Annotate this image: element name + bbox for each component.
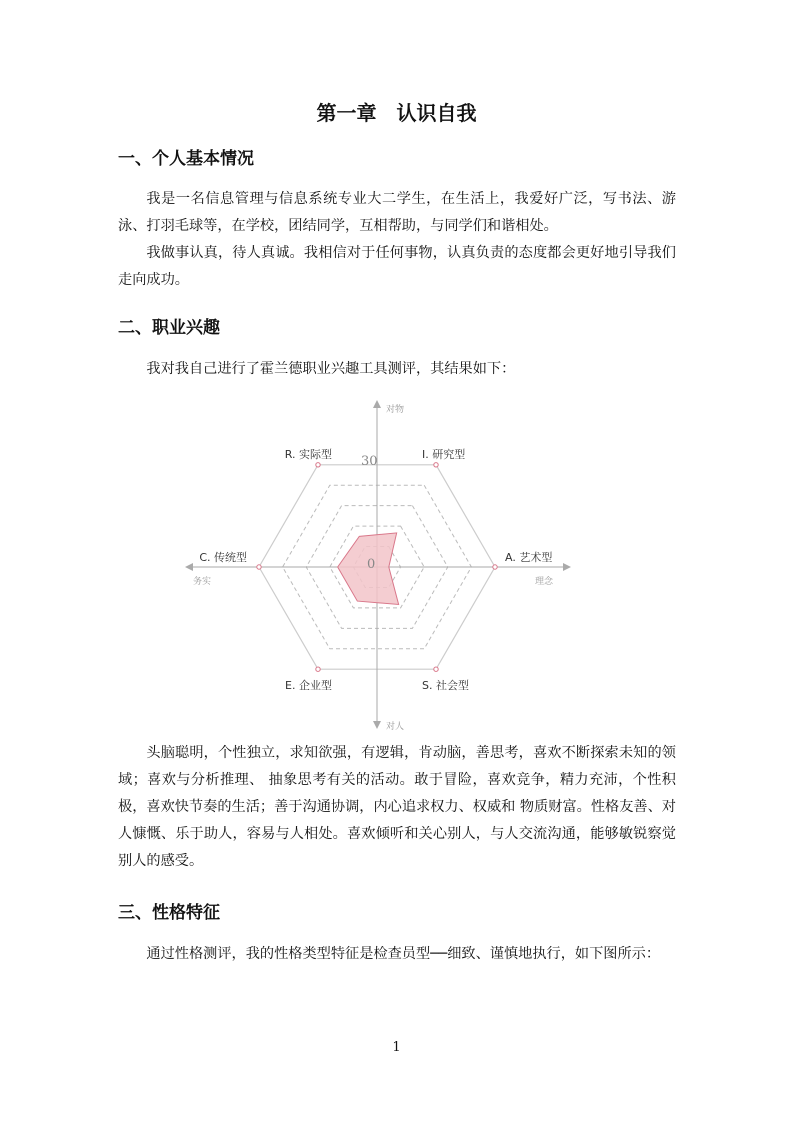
radar-vertex-dot xyxy=(434,463,438,467)
axis-label-investigative: I. 研究型 xyxy=(422,447,466,461)
chapter-title: 第一章 认识自我 xyxy=(316,101,477,125)
radar-vertex-dot xyxy=(493,565,497,569)
holland-radar-chart xyxy=(185,398,575,738)
radar-vertex-dot xyxy=(257,565,261,569)
paragraph-personal-1: 我是一名信息管理与信息系统专业大二学生，在生活上，我爱好广泛，写书法、游泳、打羽毛球等，在学校，团结同学，互相帮助，与同学们和谐相处。 xyxy=(118,191,676,234)
radar-min-label: 0 xyxy=(367,557,376,572)
paragraph-personality: 通过性格测评，我的性格类型特征是检查员型──细致、谨慎地执行，如下图所示： xyxy=(146,946,661,962)
section-heading-personal: 一、个人基本情况 xyxy=(118,149,254,169)
axis-label-realistic: R. 实际型 xyxy=(284,447,332,461)
direction-label-top: 对物 xyxy=(386,405,405,415)
paragraph-personal-2: 我做事认真，待人真诚。我相信对于任何事物，认真负责的态度都会更好地引导我们走向成功。 xyxy=(118,245,676,288)
axis-label-enterprising: E. 企业型 xyxy=(285,679,332,693)
axis-label-conventional: C. 传统型 xyxy=(199,551,247,564)
direction-label-left: 务实 xyxy=(193,577,212,587)
section-heading-personality: 三、性格特征 xyxy=(118,903,220,923)
paragraph-interest-intro: 我对我自己进行了霍兰德职业兴趣工具测评，其结果如下： xyxy=(146,361,516,377)
radar-max-label: 30 xyxy=(361,454,378,469)
direction-label-right: 理念 xyxy=(535,577,554,587)
axis-label-social: S. 社会型 xyxy=(422,679,469,693)
section-heading-interest: 二、职业兴趣 xyxy=(118,318,220,338)
page-number: 1 xyxy=(392,1040,401,1055)
radar-vertex-dot xyxy=(316,667,320,671)
radar-vertex-dot xyxy=(434,667,438,671)
axis-label-artistic: A. 艺术型 xyxy=(505,551,553,564)
paragraph-interest-result: 头脑聪明，个性独立，求知欲强，有逻辑，肯动脑，善思考，喜欢不断探索未知的领域；喜欢与分析推理、 抽象思考有关的活动。敢于冒险，喜欢竞争，精力充沛，个性积极，喜欢快节奏的生活；善于沟通协调，内心追求权力、权威和 物质财富。性格友善、对人慷慨、乐于助人，容易与人相处。喜欢倾听和关心别人，与人交流沟通，能够敏锐察觉别人的感受。 xyxy=(118,745,676,869)
direction-label-bottom: 对人 xyxy=(386,722,405,732)
radar-vertex-dot xyxy=(316,463,320,467)
